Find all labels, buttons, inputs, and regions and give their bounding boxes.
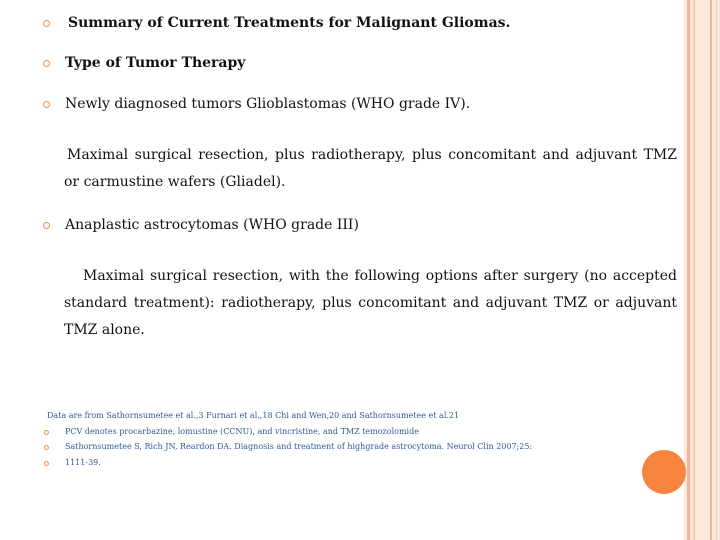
item-glioblastoma: Newly diagnosed tumors Glioblastomas (WHO grade IV). (65, 96, 471, 112)
item-glioblastoma-treatment: Maximal surgical resection, plus radiotherapy, plus concomitant and adjuvant TMZ or carmustine wafers (Gliadel). (64, 147, 677, 190)
decorative-stripe (710, 0, 712, 540)
bullet-icon (43, 60, 50, 67)
decorative-stripe (693, 0, 695, 540)
reference-item: PCV denotes procarbazine, lomustine (CCNU), and vincristine, and TMZ temozolomide (65, 427, 419, 436)
slide-title: Summary of Current Treatments for Malignant Gliomas. (68, 15, 511, 31)
orange-circle-decoration (642, 450, 686, 494)
bullet-icon (43, 222, 50, 229)
bullet-icon (43, 101, 50, 108)
bullet-icon (43, 20, 50, 27)
item-astrocytoma: Anaplastic astrocytomas (WHO grade III) (65, 217, 359, 233)
decorative-stripe (716, 0, 717, 540)
decorative-stripe (687, 0, 690, 540)
small-bullet-icon (44, 445, 49, 450)
reference-item: 1111-39. (65, 458, 101, 467)
item-astrocytoma-treatment: Maximal surgical resection, with the following options after surgery (no accepted standard treatment): radiotherapy, plus concomitant and adjuvant TMZ or adjuvant TMZ alone. (64, 268, 677, 338)
small-bullet-icon (44, 430, 49, 435)
reference-item: Sathornsumetee S, Rich JN, Reardon DA. Diagnosis and treatment of highgrade astrocytoma. Neurol Clin 2007;25: (65, 442, 533, 451)
section-heading: Type of Tumor Therapy (65, 55, 246, 71)
data-source-note: Data are from Sathornsumetee et al.,3 Furnari et al.,18 Chi and Wen,20 and Sathornsumetee et al.21 (47, 411, 460, 420)
small-bullet-icon (44, 461, 49, 466)
